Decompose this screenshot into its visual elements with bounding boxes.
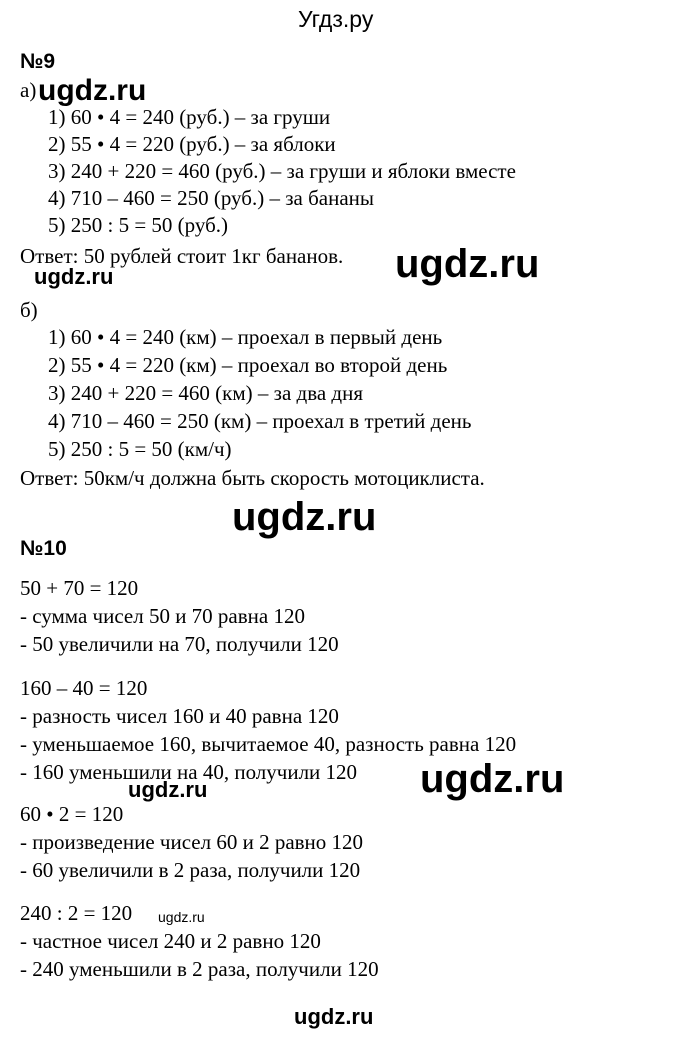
task-10-reading: - 160 уменьшили на 40, получили 120 bbox=[20, 760, 358, 784]
task-9-b-step-4: 4) 710 – 460 = 250 (км) – проехал в третий день bbox=[48, 409, 472, 433]
task-10-equation-1: 50 + 70 = 120 bbox=[20, 576, 139, 600]
watermark: ugdz.ru bbox=[420, 757, 565, 801]
task-9-b-step-2: 2) 55 • 4 = 220 (км) – проехал во второй день bbox=[48, 353, 448, 377]
task-10-equation-4: 240 : 2 = 120 bbox=[20, 901, 133, 925]
task-9-part-a-label: а) bbox=[20, 78, 37, 102]
task-9-part-b-label: б) bbox=[20, 298, 38, 322]
task-10-reading: - сумма чисел 50 и 70 равна 120 bbox=[20, 604, 305, 628]
task-9-b-step-5: 5) 250 : 5 = 50 (км/ч) bbox=[48, 437, 232, 461]
task-10-reading: - разность чисел 160 и 40 равна 120 bbox=[20, 704, 339, 728]
task-10-reading: - произведение чисел 60 и 2 равно 120 bbox=[20, 830, 364, 854]
task-10-reading: - 50 увеличили на 70, получили 120 bbox=[20, 632, 339, 656]
task-9-b-step-3: 3) 240 + 220 = 460 (км) – за два дня bbox=[48, 381, 363, 405]
task-10-reading: - уменьшаемое 160, вычитаемое 40, разность равна 120 bbox=[20, 732, 517, 756]
task-9-a-step-3: 3) 240 + 220 = 460 (руб.) – за груши и яблоки вместе bbox=[48, 159, 516, 183]
watermark: ugdz.ru bbox=[38, 74, 147, 107]
task-9-a-step-2: 2) 55 • 4 = 220 (руб.) – за яблоки bbox=[48, 132, 336, 156]
task-9-a-step-5: 5) 250 : 5 = 50 (руб.) bbox=[48, 213, 229, 237]
watermark: ugdz.ru bbox=[34, 264, 114, 289]
task-10-reading: - 60 увеличили в 2 раза, получили 120 bbox=[20, 858, 361, 882]
watermark: ugdz.ru bbox=[395, 242, 540, 286]
watermark: ugdz.ru bbox=[158, 909, 205, 925]
task-9-a-step-4: 4) 710 – 460 = 250 (руб.) – за бананы bbox=[48, 186, 374, 210]
site-title: Угдз.ру bbox=[298, 6, 374, 32]
task-9-a-answer: Ответ: 50 рублей стоит 1кг бананов. bbox=[20, 244, 344, 268]
task-9-a-step-1: 1) 60 • 4 = 240 (руб.) – за груши bbox=[48, 105, 331, 129]
task-9-number: №9 bbox=[20, 50, 56, 73]
task-10-equation-2: 160 – 40 = 120 bbox=[20, 676, 148, 700]
watermark: ugdz.ru bbox=[232, 495, 377, 539]
task-9-b-answer: Ответ: 50км/ч должна быть скорость мотоциклиста. bbox=[20, 466, 485, 490]
task-10-reading: - 240 уменьшили в 2 раза, получили 120 bbox=[20, 957, 379, 981]
watermark: ugdz.ru bbox=[128, 777, 208, 802]
task-9-b-step-1: 1) 60 • 4 = 240 (км) – проехал в первый день bbox=[48, 325, 443, 349]
task-10-equation-3: 60 • 2 = 120 bbox=[20, 802, 124, 826]
task-10-number: №10 bbox=[20, 537, 67, 560]
watermark: ugdz.ru bbox=[294, 1004, 374, 1029]
task-10-reading: - частное чисел 240 и 2 равно 120 bbox=[20, 929, 321, 953]
